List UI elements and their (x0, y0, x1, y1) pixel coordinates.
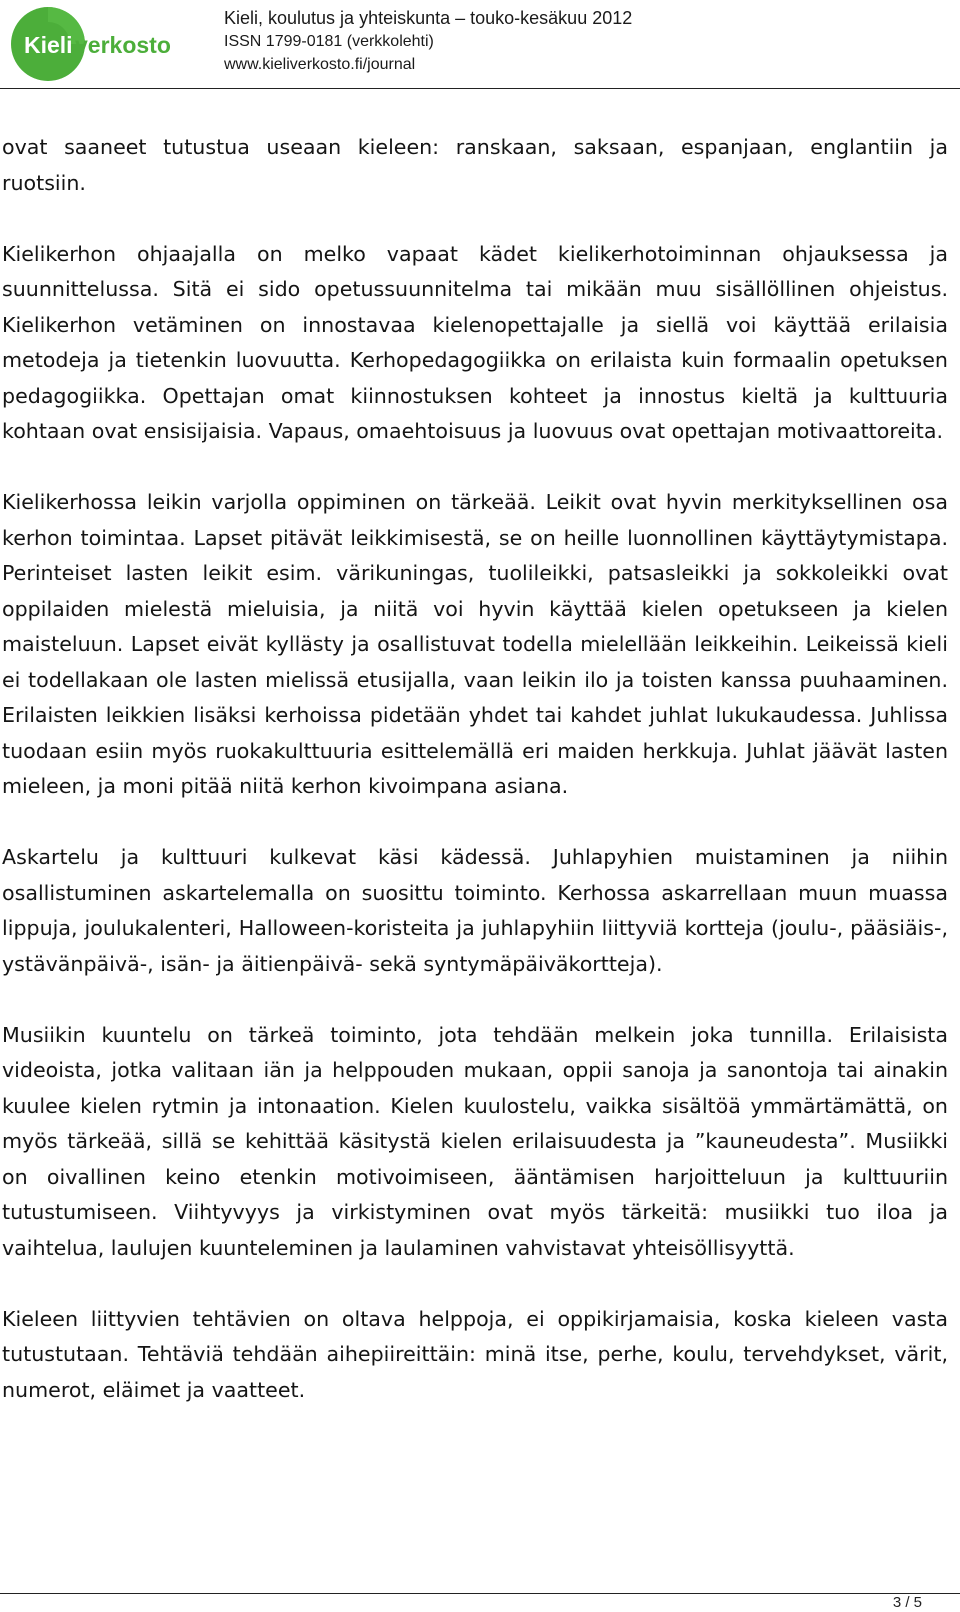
journal-url[interactable]: www.kieliverkosto.fi/journal (224, 56, 416, 73)
page-header (0, 0, 960, 90)
footer-divider (0, 1593, 960, 1594)
paragraph: Kieleen liittyvien tehtävien on oltava helppoja, ei oppikirjamaisia, koska kieleen vasta tutustutaan. Tehtäviä tehdään aihepiireittäin: minä itse, perhe, koulu, tervehdykset, värit, numerot, eläimet ja vaatteet. (2, 1306, 948, 1402)
svg-text:verkosto: verkosto (75, 32, 171, 58)
paragraph: Kielikerhon ohjaajalla on melko vapaat kädet kielikerhotoiminnan ohjauksessa ja suunnittelussa. Sitä ei sido opetussuunnitelma tai mikään muu sisällöllinen ohjeistus. Kielikerhon vetäminen on innostavaa kielenopettajalle ja siellä voi käyttää erilaisia metodeja ja tietenkin luovuutta. Kerhopedagogiikka on erilaista kuin formaalin opetuksen pedagogiikka. Opettajan omat kiinnostuksen kohteet ja innostus kieltä ja kulttuuria kohtaan ovat ensisijaisia. Vapaus, omaehtoisuus ja luovuus ovat opettajan motivaattoreita. (2, 241, 948, 443)
paragraph: Kielikerhossa leikin varjolla oppiminen on tärkeää. Leikit ovat hyvin merkityksellinen osa kerhon toimintaa. Lapset pitävät leikkimisestä, se on heille luonnollinen käyttäytymistapa. Perinteiset lasten leikit esim. värikuningas, tuolileikki, patsasleikki ja sokkoleikki ovat oppilaiden mielestä mieluisia, ja niitä voi hyvin käyttää kielen opetukseen ja kielen maisteluun. Lapset eivät kyllästy ja osallistuvat todella mielellään leikkeihin. Leikeissä kieli ei todellakaan ole lasten mielissä etusijalla, vaan leikin ilo ja toisten kanssa puuhaaminen. Erilaisten leikkien lisäksi kerhoissa pidetään yhdet tai kahdet juhlat lukukaudessa. Juhlissa tuodaan esiin myös ruokakulttuuria esittelemällä eri maiden herkkuja. Juhlat jäävät lasten mieleen, ja moni pitää niitä kerhon kivoimpana asiana. (2, 490, 948, 798)
journal-issn: ISSN 1799-0181 (verkkolehti) (224, 33, 434, 50)
header-divider (0, 88, 960, 89)
page-number: 3 / 5 (892, 1594, 922, 1611)
paragraph: Musiikin kuuntelu on tärkeä toiminto, jota tehdään melkein joka tunnilla. Erilaisista videoista, jotka valitaan iän ja helppouden mukaan, oppii sanoja ja sanontoja tai ainakin kuulee kielen rytmin ja intonaation. Kielen kuulostelu, vaikka sisältöä ymmärtämättä, on myös tärkeää, sillä se kehittää käsitystä kielen erilaisuudesta ja ”kauneudesta”. Musiikki on oivallinen keino etenkin motivoimiseen, ääntämisen harjoitteluun ja kulttuuriin tutustumiseen. Viihtyvyys ja virkistyminen ovat myös tärkeitä: musiikki tuo iloa ja vaihtelua, laulujen kuunteleminen ja laulaminen vahvistavat yhteisöllisyyttä. (2, 1022, 948, 1260)
paragraph: ovat saaneet tutustua useaan kieleen: ranskaan, saksaan, espanjaan, englantiin ja ruotsiin. (2, 135, 948, 195)
journal-info (224, 7, 632, 76)
svg-text:Kieli: Kieli (24, 32, 73, 58)
paragraph: Askartelu ja kulttuuri kulkevat käsi kädessä. Juhlapyhien muistaminen ja niihin osallistuminen askartelemalla on suosittu toiminto. Kerhossa askarrellaan muun muassa lippuja, joulukalenteri, Halloween-koristeita ja juhlapyhiin liittyviä kortteja (joulu-, pääsiäis-, ystävänpäivä-, isän- ja äitienpäivä- sekä syntymäpäiväkortteja). (2, 845, 948, 976)
journal-title: Kieli, koulutus ja yhteiskunta – touko-kesäkuu 2012 (224, 8, 633, 28)
kieliverkosto-logo (10, 6, 220, 82)
article-body (2, 130, 948, 1444)
